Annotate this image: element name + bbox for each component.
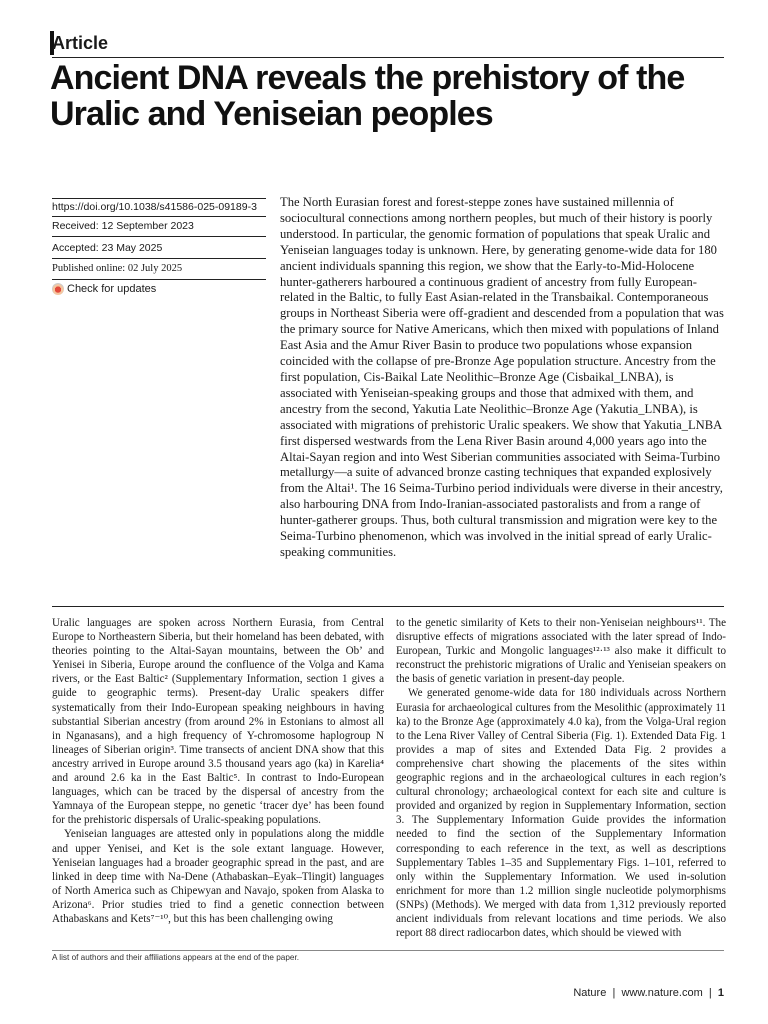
meta-rule [52,279,266,280]
title-line-2: Uralic and Yeniseian peoples [50,95,493,133]
section-label: Article [52,33,109,53]
page-number: 1 [717,987,724,999]
title-line-1: Ancient DNA reveals the prehistory of the [50,59,685,97]
meta-rule [52,216,266,217]
footer-separator: | [612,987,616,999]
page-footer [573,987,724,999]
body-paragraph: Yeniseian languages are attested only in populations along the middle and upper Yenisei, and Ket is the sole extant language. However, Yeniseian languages had a broader geographic spread in the past, and are linked in deep time with Na-Dene (Athabaskan–Eyak–Tlingit) languages of North America such as Chipewyan and Navajo, spoken from Alaska to Arizona⁶. Prior studies tried to find a genetic connection between Athabaskans and Kets⁷⁻¹⁰, but this has been challenging owing [52,828,384,925]
accepted-date: Accepted: 23 May 2025 [52,242,163,254]
check-updates-icon [52,283,64,295]
meta-rule [52,236,266,237]
abstract-rule [52,606,724,607]
footnote: A list of authors and their affiliations appears at the end of the paper. [52,953,300,962]
meta-rule [52,198,266,199]
published-date: Published online: 02 July 2025 [52,263,183,274]
journal-site-link[interactable]: www.nature.com [621,987,703,999]
received-date: Received: 12 September 2023 [52,220,194,232]
check-updates-label: Check for updates [67,283,157,295]
body-paragraph: We generated genome-wide data for 180 individuals across Northern Eurasia for archaeological cultures from the Mesolithic (approximately 11 ka) to the Bronze Age (approximately 4.0 ka), from the Volga-Ural region to the Lena River Valley of Central Siberia (Fig. 1). Extended Data Fig. 1 provides a map of sites and Extended Data Fig. 2 provides a comprehensive chart showing the placements of the sites within geographic regions and in the archaeological cultures in each region’s cultural chronology; archaeological context for each site and culture is provided and organized by region in Supplementary Information, section 3. The Supplementary Information Guide provides the information needed to find the section of the Supplementary Information corresponding to each reference in the text, as well as descriptions Supplementary Tables 1–35 and Supplementary Figs. 1–101, referred to only within the Supplementary Information. We used in-solution enrichment for more than 1.2 million single nucleotide polymorphisms (SNPs) (Methods). We merged with data from 1,312 previously reported ancient individuals from relevant locations and time periods. We also report 88 direct radiocarbon dates, which should be viewed with [396,687,726,940]
article-title [50,60,730,132]
top-rule [52,57,724,58]
body-paragraph: to the genetic similarity of Kets to their non-Yeniseian neighbours¹¹. The disruptive effects of migrations associated with the later spread of Indo-European, Turkic and Mongolic languages¹²·¹³ also make it difficult to reconstruct the prehistoric migrations of Uralic and Yeniseian speakers on the basis of genetic variation in present-day people. [396,617,726,686]
body-paragraph: Uralic languages are spoken across Northern Eurasia, from Central Europe to Northeastern Siberia, but their homeland has been debated, with theories pointing to the Altai-Sayan mountains, between the Ob’ and Yenisei in Siberia, Europe around the confluence of the Volga and Kama rivers, or the East Baltic² (Supplementary Information, section 1 gives a guide to geographic terms). Present-day Uralic speakers differ systematically from their Indo-European speaking neighbours in having substantial Siberian ancestry (from around 2% in Estonians to almost all in Nganasans), and a high frequency of Y-chromosome haplogroup N lineages of Siberian origin³. Time transects of ancient DNA show that this ancestry arrived in Europe around 3.5 thousand years ago (ka) in Karelia⁴ and around 2.6 ka in the East Baltic⁵. In contrast to Indo-European languages, which can be traced by the dispersal of ancestry from the Yamnaya of the European steppe, no genetic ‘tracer dye’ has been found for the prehistoric dispersals of Uralic-speaking populations. [52,617,384,827]
body-column-right [396,616,726,940]
footnote-rule [52,950,724,951]
check-for-updates-button[interactable] [52,283,266,299]
meta-rule [52,258,266,259]
journal-name: Nature [573,987,607,999]
body-column-left [52,616,384,926]
doi-link[interactable]: https://doi.org/10.1038/s41586-025-09189-3 [52,201,257,213]
footer-separator: | [708,987,712,999]
abstract: The North Eurasian forest and forest-steppe zones have sustained millennia of sociocultural connections among northern peoples, but much of their history is poorly understood. In particular, the genomic formation of populations that speak Uralic and Yeniseian languages today is unknown. Here, by generating genome-wide data for 180 ancient individuals spanning this region, we show that the Early-to-Mid-Holocene hunter-gatherers harboured a continuous gradient of ancestry from fully European-related in the Baltic, to fully East Asian-related in the Transbaikal. Contemporaneous groups in Northeast Siberia were off-gradient and descended from a population that was the primary source for Native Americans, which then mixed with populations of Inland East Asia and the Amur River Basin to produce two populations whose expansion coincided with the collapse of pre-Bronze Age population structure. Ancestry from the first population, Cis-Baikal Late Neolithic–Bronze Age (Cisbaikal_LNBA), is associated with Yeniseian-speaking groups and those that admixed with them, and ancestry from the second, Yakutia Late Neolithic–Bronze Age (Yakutia_LNBA), is associated with migrations of prehistoric Uralic speakers. We show that Yakutia_LNBA first dispersed westwards from the Lena River Basin around 4,000 years ago into the Altai-Sayan region and into West Siberian communities associated with Seima-Turbino metallurgy—a suite of advanced bronze casting techniques that expanded explosively from the Altai¹. The 16 Seima-Turbino period individuals were diverse in their ancestry, also harbouring DNA from Indo-Iranian-associated pastoralists and from a range of hunter-gatherer groups. Thus, both cultural transmission and migration were key to the Seima-Turbino phenomenon, which was involved in the initial spread of early Uralic-speaking communities. [280,195,724,559]
